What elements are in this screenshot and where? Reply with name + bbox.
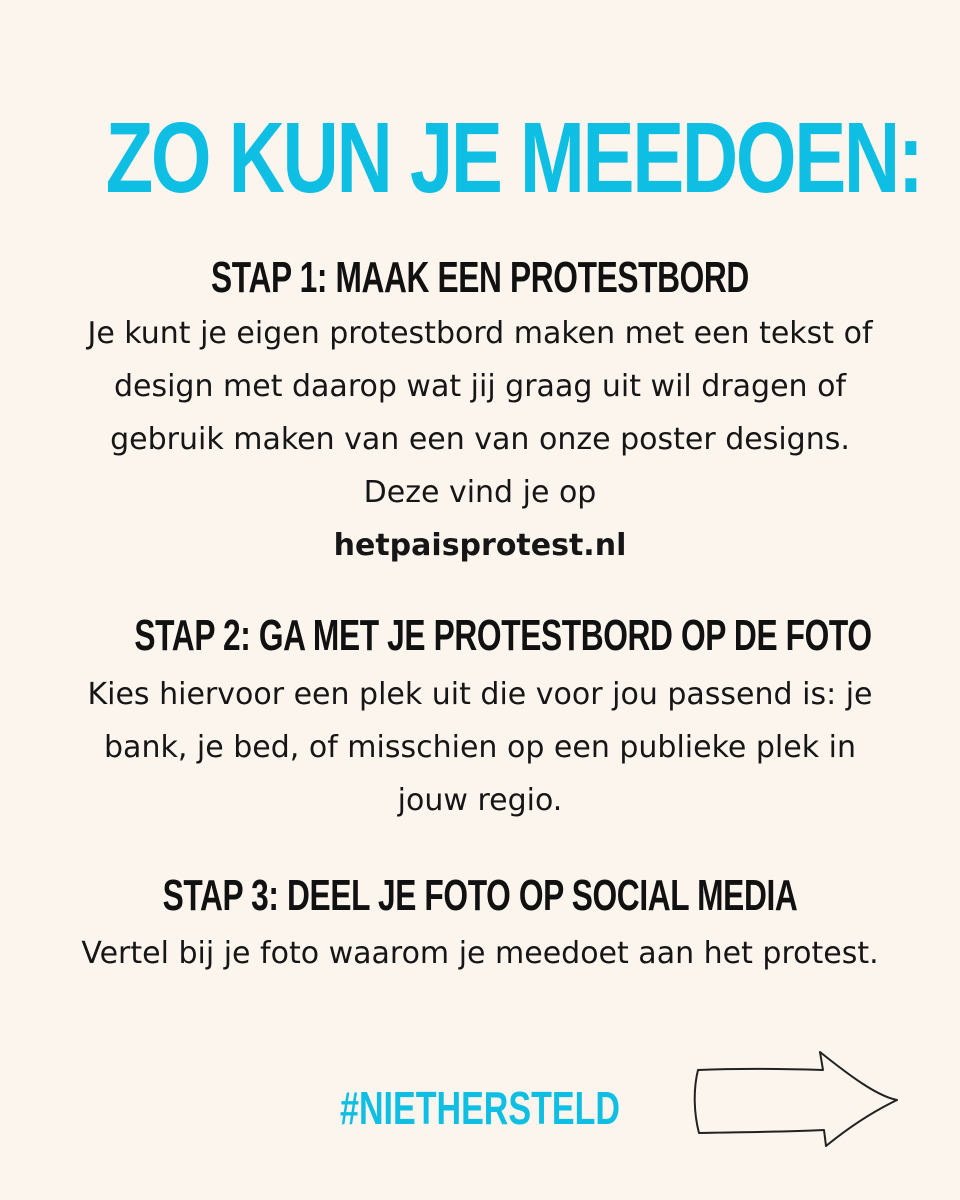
right-arrow-icon[interactable] — [690, 1046, 902, 1150]
step-2-body: Kies hiervoor een plek uit die voor jou passend is: je bank, je bed, of misschien op een publieke plek in jouw regio. — [87, 677, 873, 818]
step-1-heading: STAP 1: MAAK EEN PROTESTBORD — [211, 253, 749, 302]
page-title: ZO KUN JE MEEDOEN: — [105, 102, 922, 214]
step-1-text: Je kunt je eigen protestbord maken met een tekst of design met daarop wat jij graag uit wil dragen of gebruik maken van een van onze poster designs. Deze vind je op — [87, 316, 873, 510]
website-link[interactable]: hetpaisprotest.nl — [333, 528, 627, 563]
hashtag: #NIETHERSTELD — [340, 1082, 620, 1134]
step-1-body — [80, 307, 880, 572]
step-2-heading: STAP 2: GA MET JE PROTESTBORD OP DE FOTO — [134, 611, 872, 660]
step-3-body: Vertel bij je foto waarom je meedoet aan het protest. — [81, 936, 879, 971]
step-3-heading: STAP 3: DEEL JE FOTO OP SOCIAL MEDIA — [162, 871, 798, 920]
